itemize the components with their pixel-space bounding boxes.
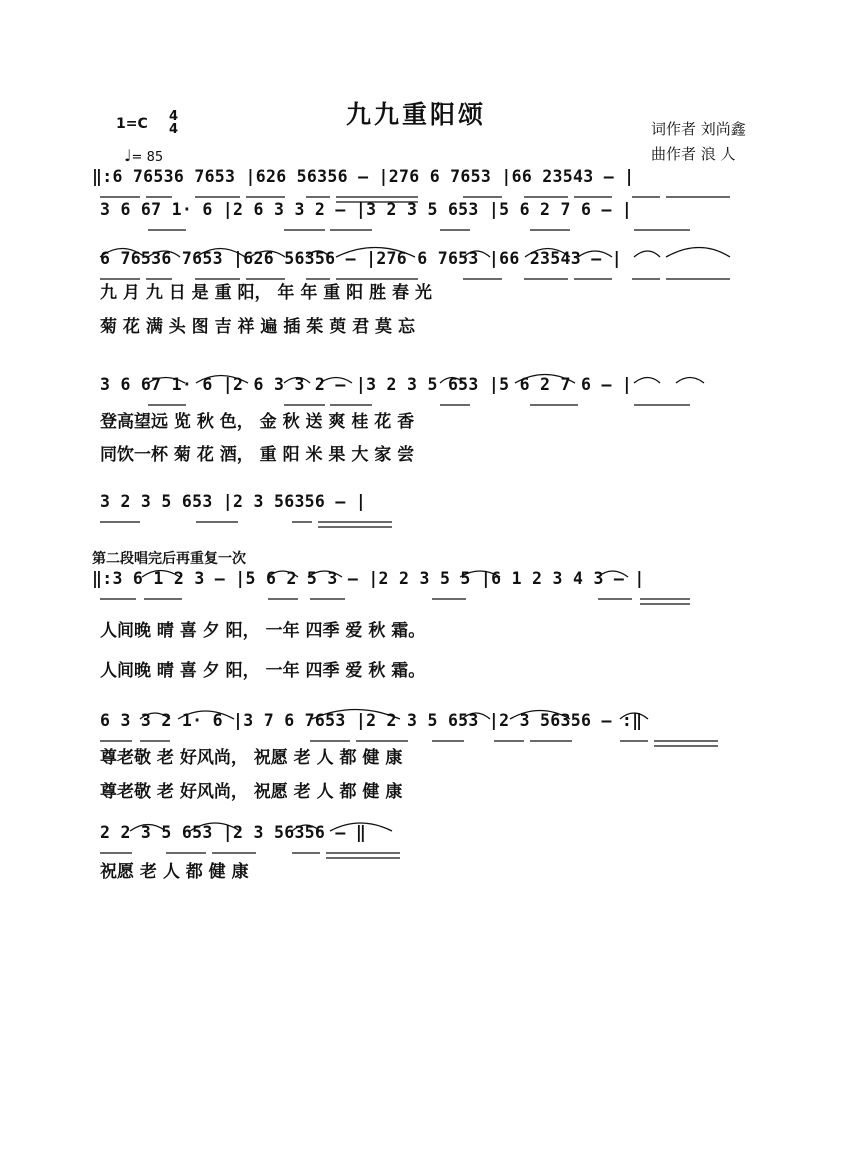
repeat-remark: 第二段唱完后再重复一次	[92, 551, 246, 567]
slur	[130, 823, 392, 831]
notation-line: 6 76536 7653 |626 56356 – |276 6 7653 |66 23543 – |	[100, 249, 622, 268]
lyric-line: 尊老敬 老 好风尚， 祝愿 老 人 都 健 康	[100, 782, 403, 802]
beam-line	[306, 197, 418, 202]
lyric-line: 登高望远 览 秋 色， 金 秋 送 爽 桂 花 香	[100, 412, 415, 432]
slur	[306, 248, 730, 258]
lyric-line: 同饮一杯 菊 花 酒， 重 阳 米 果 大 家 尝	[100, 445, 415, 465]
notation-line: 6 3 3 2 1· 6 |3 7 6 7653 |2 2 3 5 653 |2 3 56356 – :‖	[100, 711, 643, 730]
lyric-line: 尊老敬 老 好风尚， 祝愿 老 人 都 健 康	[100, 748, 403, 768]
tempo-value: = 85	[131, 150, 164, 165]
meter-bottom: 4	[169, 122, 179, 137]
composer-credit: 曲作者 浪 人	[651, 145, 736, 163]
lyric-line: 人间晚 晴 喜 夕 阳， 一年 四季 爱 秋 霜。	[100, 661, 426, 681]
slur	[100, 249, 285, 258]
lyric-line: 祝愿 老 人 都 健 康	[100, 862, 249, 882]
lyric-line: 菊 花 满 头 图 吉 祥 遍 插 茱 萸 君 莫 忘	[100, 317, 415, 337]
quarter-note-icon: ♩	[124, 146, 132, 165]
lyric-line: 九 月 九 日 是 重 阳， 年 年 重 阳 胜 春 光	[100, 283, 432, 303]
notation-line: 3 6 67 1· 6 |2 6 3 3 2 – |3 2 3 5 653 |5 6 2 7 6 – |	[100, 200, 633, 219]
slur	[140, 710, 648, 720]
key-signature: 1=C	[116, 116, 148, 132]
meter-top: 4	[169, 109, 179, 124]
notation-line: 3 6 67 1· 6 |2 6 3 3 2 – |3 2 3 5 653 |5 6 2 7 6 – |	[100, 375, 633, 394]
slur	[148, 375, 704, 384]
beam-line	[100, 853, 400, 858]
notation-line: ‖:3 6 1 2 3 – |5 6 2 5 3 – |2 2 3 5 5 |6 1 2 3 4 3 – |	[92, 569, 645, 588]
beam-line	[100, 741, 718, 746]
beam-line	[100, 599, 690, 604]
lyricist-credit: 词作者 刘尚鑫	[651, 120, 746, 138]
notation-line: 2 2 3 5 653 |2 3 56356 – ‖	[100, 823, 367, 842]
notation-line: ‖:6 76536 7653 |626 56356 – |276 6 7653 |66 23543 – |	[92, 167, 635, 186]
notation-line: 3 2 3 5 653 |2 3 56356 – |	[100, 492, 367, 511]
lyric-line: 人间晚 晴 喜 夕 阳， 一年 四季 爱 秋 霜。	[100, 621, 426, 641]
beam-line	[100, 522, 392, 527]
song-title: 九九重阳颂	[346, 100, 487, 129]
slur	[142, 571, 628, 578]
